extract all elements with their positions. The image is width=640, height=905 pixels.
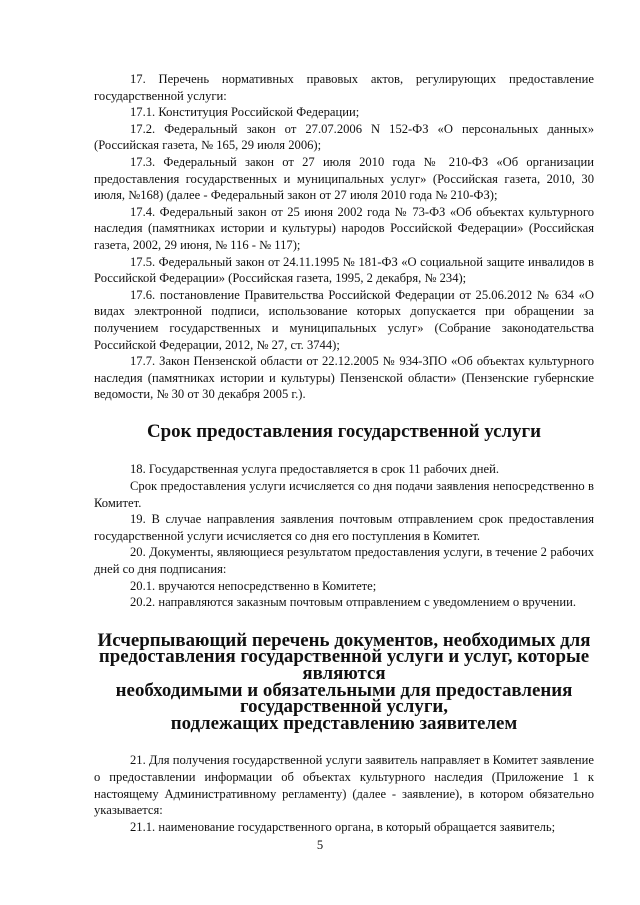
- paragraph: 17.1. Конституция Российской Федерации;: [130, 105, 360, 120]
- heading-line: необходимыми и обязательными для предоставления государственной услуги,: [115, 679, 573, 718]
- heading-line: предоставления государственной услуги и услуг, которые являются: [98, 646, 590, 684]
- heading-line: Исчерпывающий перечень документов, необходимых для: [97, 629, 591, 651]
- paragraph: 17.3. Федеральный закон от 27 июля 2010 года № 210-ФЗ «Об организации предоставления государственных и муниципальных услуг» (Российская газета, 2010, 30 июля, №168) (далее - Федеральный закон от 27 июля 2010 года № 210-ФЗ);: [94, 154, 594, 203]
- paragraph: 17.2. Федеральный закон от 27.07.2006 N 152-ФЗ «О персональных данных» (Российская газета, № 165, 29 июля 2006);: [94, 121, 594, 153]
- paragraph: 20.2. направляются заказным почтовым отправлением с уведомлением о вручении.: [130, 595, 577, 610]
- section-17-list: [94, 71, 594, 403]
- paragraph: 18. Государственная услуга предоставляется в срок 11 рабочих дней.: [130, 462, 500, 477]
- section-heading-documents: [94, 629, 594, 734]
- paragraph: 21.1. наименование государственного органа, в который обращается заявитель;: [130, 819, 556, 834]
- section-documents: [94, 752, 594, 835]
- paragraph: 17. Перечень нормативных правовых актов, регулирующих предоставление государственной услуги:: [94, 72, 594, 103]
- paragraph: 17.5. Федеральный закон от 24.11.1995 № 181-ФЗ «О социальной защите инвалидов в Российской Федерации» (Российская газета, 1995, 2 декабря, № 234);: [94, 254, 594, 286]
- paragraph: 17.4. Федеральный закон от 25 июня 2002 года № 73-ФЗ «Об объектах культурного наследия (памятниках истории и культуры) народов Российской Федерации» (Российская газета, 2002, 29 июня, № 116 - № 117);: [94, 204, 594, 252]
- paragraph: 20. Документы, являющиеся результатом предоставления услуги, в течение 2 рабочих дней со дня подписания:: [94, 545, 594, 577]
- paragraph: 21. Для получения государственной услуги заявитель направляет в Комитет заявление о предоставлении информации об объектах культурного наследия (Приложение 1 к настоящему Административному регламенту) (далее - заявление), в котором обязательно указывается:: [94, 753, 594, 818]
- paragraph: 17.6. постановление Правительства Российской Федерации от 25.06.2012 № 634 «О видах электронной подписи, использование которых допускается при обращении за получением государственных и муниципальных услуг» (Собрание законодательства Российской Федерации, 2012, № 27, ст. 3744);: [94, 287, 594, 352]
- section-heading-service-term: Срок предоставления государственной услуги: [147, 420, 541, 442]
- page-number: 5: [316, 838, 324, 852]
- paragraph: 19. В случае направления заявления почтовым отправлением срок предоставления государственной услуги исчисляется со дня его поступления в Комитет.: [94, 512, 594, 543]
- paragraph: 17.7. Закон Пензенской области от 22.12.2005 № 934-ЗПО «Об объектах культурного наследия (памятниках истории и культуры) Пензенской области» (Пензенские губернские ведомости, № 30 от 30 декабря 2005 г.).: [94, 354, 594, 402]
- paragraph: Срок предоставления услуги исчисляется со дня подачи заявления непосредственно в Комитет.: [94, 479, 594, 510]
- section-service-term: [94, 461, 594, 610]
- paragraph: 20.1. вручаются непосредственно в Комитете;: [130, 578, 377, 593]
- heading-line: подлежащих представлению заявителем: [170, 712, 518, 734]
